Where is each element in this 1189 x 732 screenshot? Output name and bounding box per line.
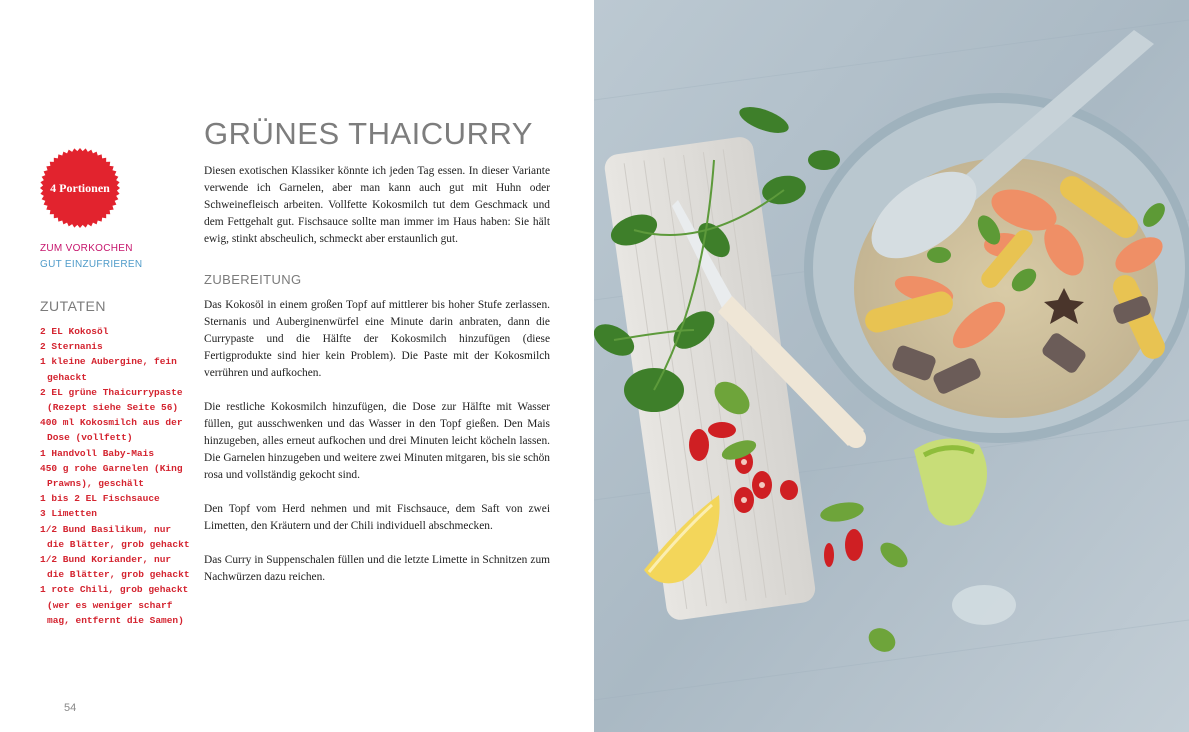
ingredients-heading: ZUTATEN — [40, 298, 106, 314]
ingredient-item: 2 EL grüne Thaicurrypaste (Rezept siehe Seite 56) — [40, 386, 183, 414]
recipe-intro: Diesen exotischen Klassiker könnte ich jeden Tag essen. In dieser Variante verwende ich Garnelen, aber man kann auch gut mit Huhn oder Schweinefleisch arbeiten. Vollfette Kokosmilch tut dem Geschmack und dem Fettgehalt gut. Fischsauce sollte man immer im Haus haben: Sie hält ewig, stinkt abscheulich, schmeckt aber erstaunlich gut. — [204, 165, 550, 245]
page-number: 54 — [64, 702, 77, 714]
ingredient-item: 400 ml Kokosmilch aus der Dose (vollfett) — [40, 417, 183, 444]
ingredient-item: 1/2 Bund Basilikum, nur die Blätter, grob gehackt — [40, 523, 190, 550]
ingredient-item: 2 Sternanis — [40, 341, 103, 353]
ingredients-list — [40, 324, 190, 628]
servings-badge — [40, 148, 120, 228]
preparation-step: Die restliche Kokosmilch hinzufügen, die Dose zur Hälfte mit Wasser füllen, gut ausschwenken und das Wasser in den Topf gießen. Den Mais hinzugeben, alles erneut aufkochen und drei Minuten leicht köcheln lassen. Die Garnelen hinzugeben und weitere zwei Minuten mitgaren, bis sie schön rosa und vollständig gekocht sind. — [204, 401, 550, 481]
ingredient-item: 1 Handvoll Baby-Mais — [40, 447, 155, 459]
servings-label: 4 Portionen — [50, 180, 110, 195]
curry-photo — [594, 0, 1189, 732]
ingredient-item: 1 kleine Aubergine, fein gehackt — [40, 356, 177, 383]
left-page — [0, 0, 594, 732]
ingredient-item: 3 Limetten — [40, 508, 98, 520]
ingredient-item: 2 EL Kokosöl — [40, 326, 109, 337]
ingredient-item: 1/2 Bund Koriander, nur die Blätter, grob gehackt — [40, 554, 190, 581]
tag-make-ahead: ZUM VORKOCHEN — [40, 243, 133, 254]
photo-illustration — [594, 0, 1189, 732]
ingredient-item: 1 bis 2 EL Fischsauce — [40, 493, 160, 505]
preparation-step: Das Kokosöl in einem großen Topf auf mittlerer bis hoher Stufe zerlassen. Sternanis und Auberginenwürfel eine Minute darin anbraten, dann die Currypaste und die Hälfte der Kokosmilch hinzufügen (diese Fertigprodukte sind hier kein Problem). Die Paste mit der Kokosmilch verrühren und aufkochen. — [204, 299, 550, 379]
ingredient-item: 450 g rohe Garnelen (King Prawns), geschält — [40, 462, 183, 490]
preparation-step: Den Topf vom Herd nehmen und mit Fischsauce, dem Saft von zwei Limetten, den Kräutern und der Chili individuell abschmecken. — [204, 503, 550, 532]
preparation-step: Das Curry in Suppenschalen füllen und die letzte Limette in Schnitzen zum Nachwürzen dazu reichen. — [204, 554, 550, 583]
recipe-title: GRÜNES THAICURRY — [204, 116, 533, 151]
ingredient-item: 1 rote Chili, grob gehackt (wer es weniger scharf mag, entfernt die Samen) — [40, 584, 189, 626]
preparation-heading: ZUBEREITUNG — [204, 272, 302, 287]
tag-freezable: GUT EINZUFRIEREN — [40, 259, 143, 270]
